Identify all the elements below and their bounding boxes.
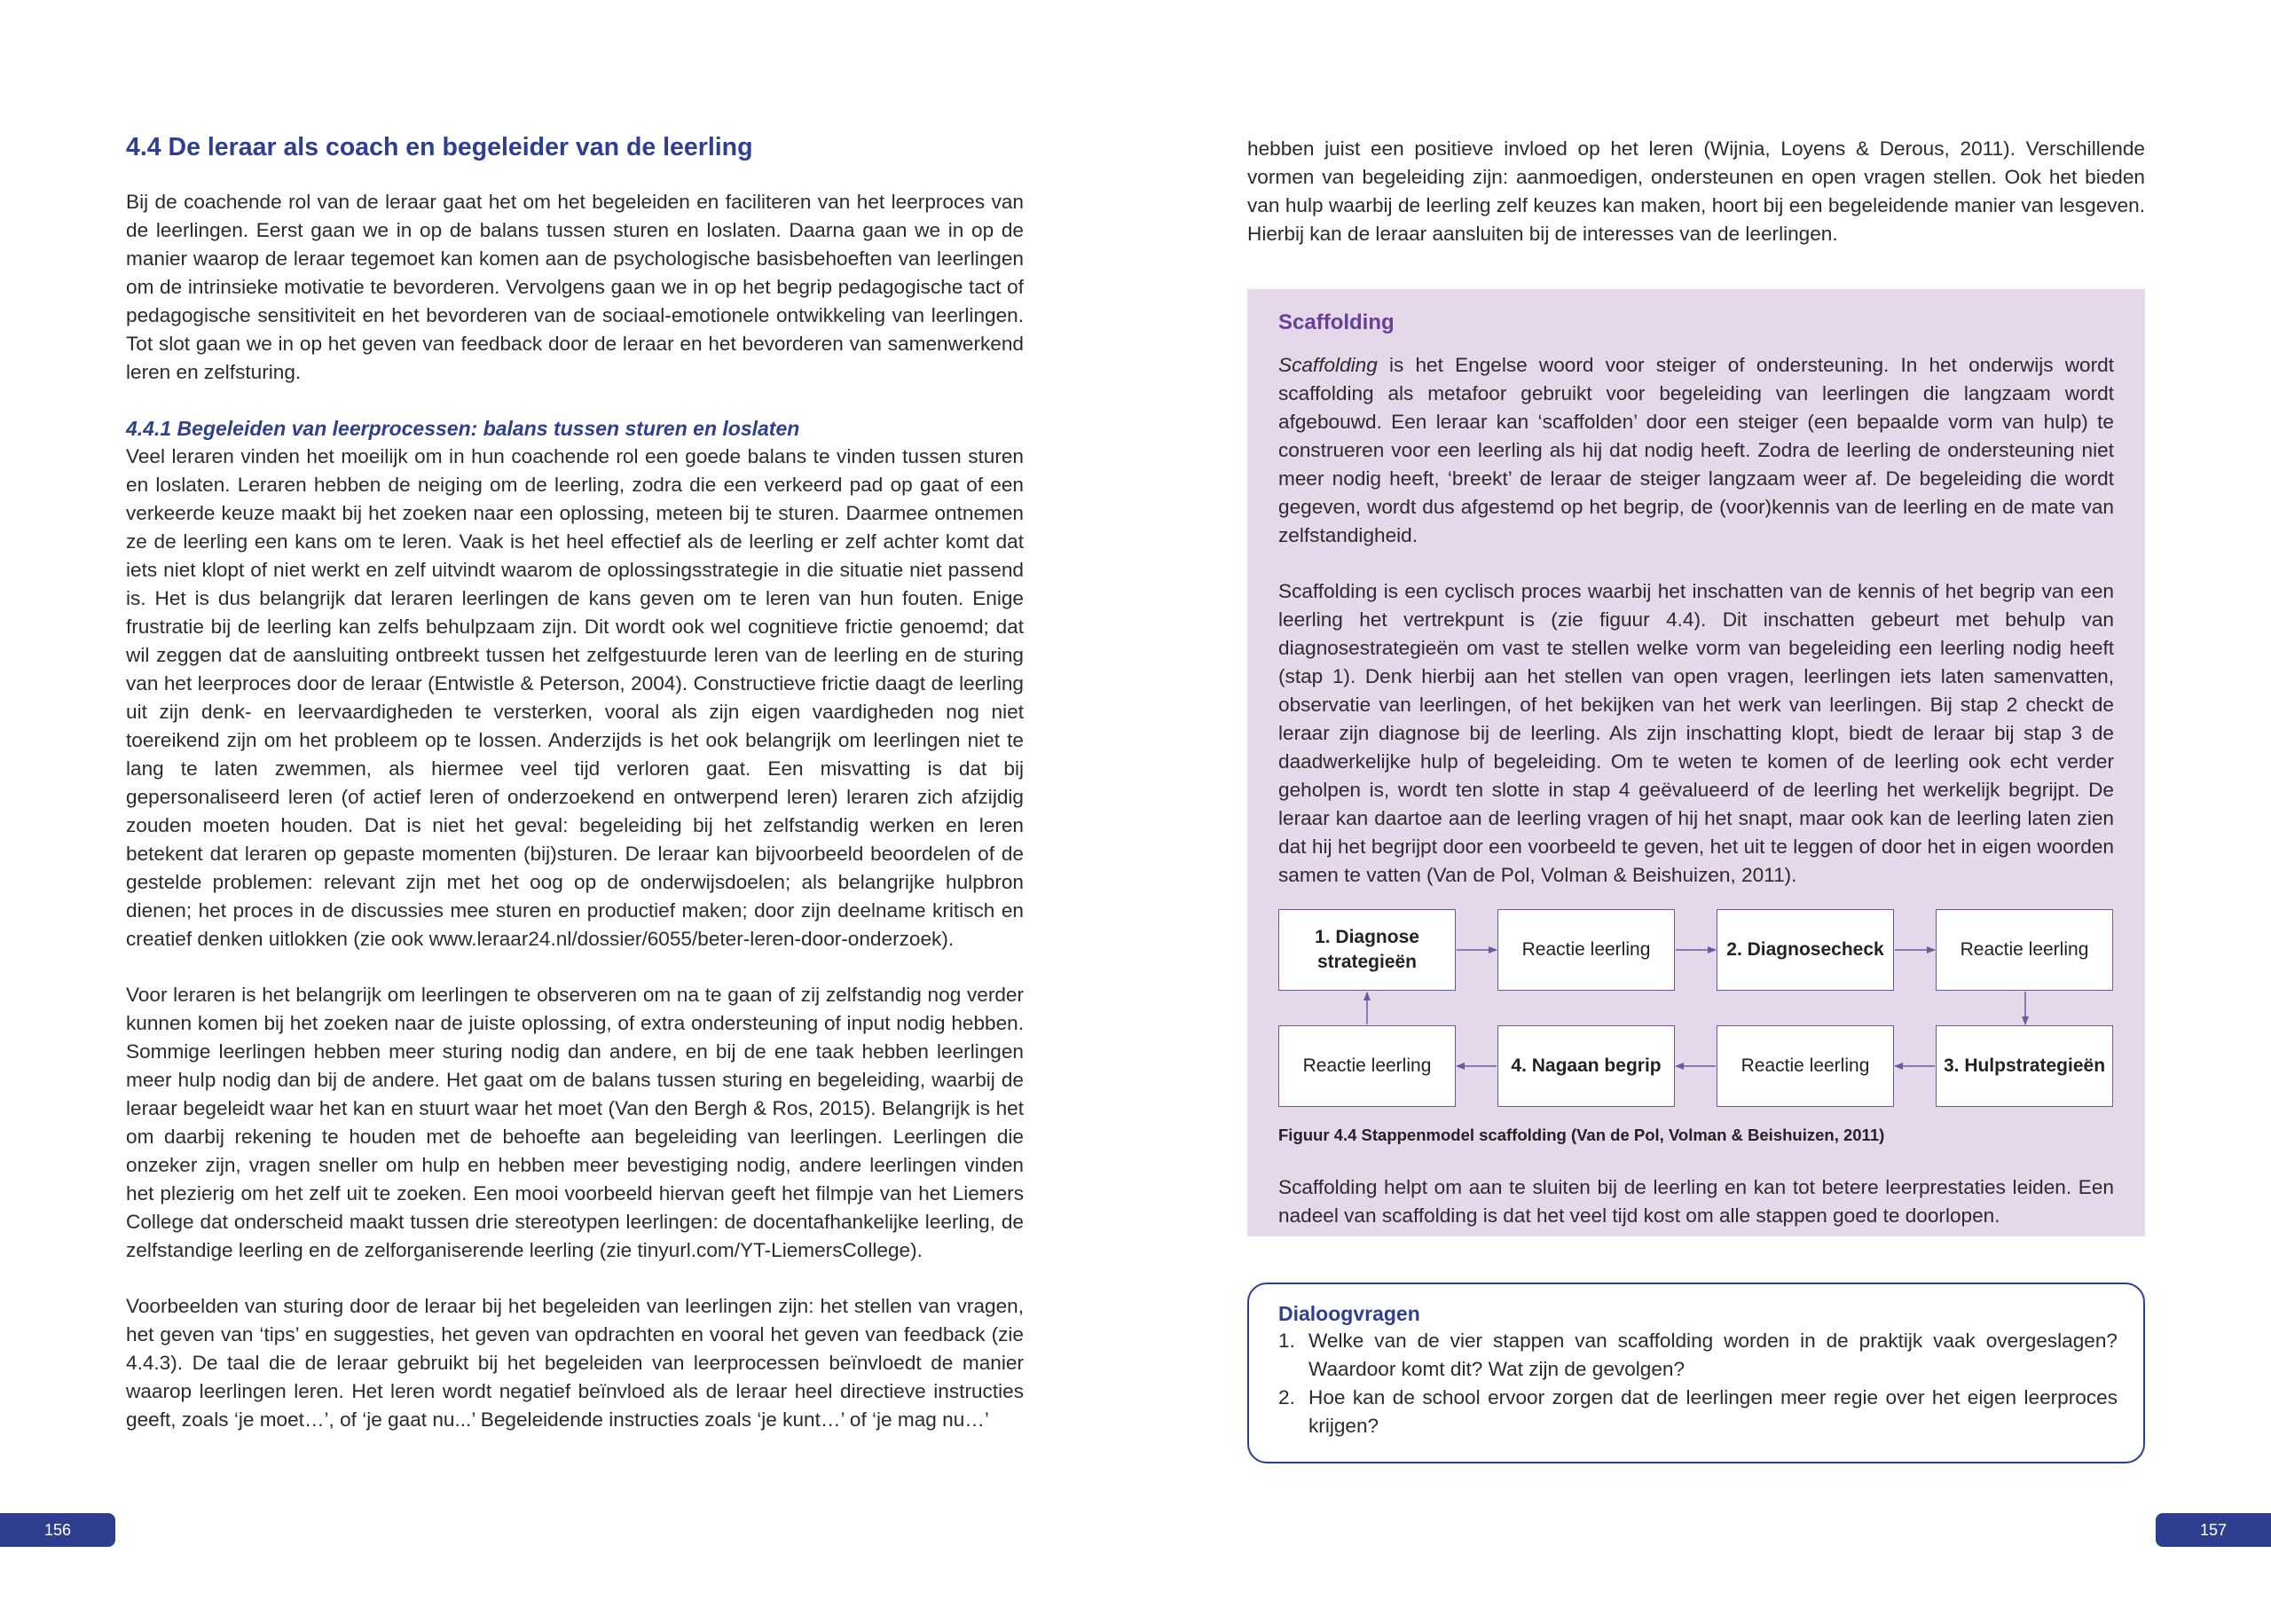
body-paragraph-3: Voorbeelden van sturing door de leraar bij het begeleiden van leerlingen zijn: het stellen van vragen, het geven van ‘tips’ en suggesties, het geven van opdrachten en vooral het geven van feedback (zie 4.4.3). De taal die de leraar gebruikt bij het begeleiden van leerprocessen beïnvloedt de manier waarop leerlingen leren. Het leren wordt negatief beïnvloed als de leraar heel directieve instructies geeft, zoals ‘je moet…’, of ‘je gaat nu...’ Begeleidende instructies zoals ‘je kunt…’ of ‘je mag nu…’ (126, 1295, 1024, 1431)
intro-paragraph: Bij de coachende rol van de leraar gaat het om het begeleiden en faciliteren van het leerproces van de leerlingen. Eerst gaan we in op de balans tussen sturen en loslaten. Daarna gaan we in op de manier waarop de leraar tegemoet kan komen aan de psychologische basisbehoeften van leerlingen om de intrinsieke motivatie te bevorderen. Vervolgens gaan we in op het begrip pedagogische tact of pedagogische sensitiviteit en het bevorderen van de sociaal-emotionele ontwikkeling van leerlingen. Tot slot gaan we in op het geven van feedback door de leraar en het bevorderen van samenwerkend leren en zelfsturing. (126, 191, 1024, 383)
question-text: Hoe kan de school ervoor zorgen dat de leerlingen meer regie over het eigen leerproces krijgen? (1308, 1386, 2118, 1437)
page-number-left: 156 (0, 1513, 115, 1547)
diagram-step-4: 4. Nagaan begrip (1497, 1025, 1675, 1107)
right-column (1247, 135, 2145, 248)
scaffolding-paragraph-1 (1278, 351, 2114, 550)
question-number: 1. (1278, 1330, 1295, 1352)
question-text: Welke van de vier stappen van scaffolding worden in de praktijk vaak overgeslagen? Waardoor komt dit? Wat zijn de gevolgen? (1308, 1330, 2118, 1380)
scaffolding-term: Scaffolding (1278, 354, 1378, 376)
left-column (126, 129, 1024, 1434)
scaffolding-box (1247, 289, 2145, 1236)
scaffolding-paragraph-1-rest: is het Engelse woord voor steiger of ondersteuning. In het onderwijs wordt scaffolding als metafoor gebruikt voor begeleiding van leerlingen die langzaam wordt afgebouwd. Een leraar kan ‘scaffolden’ door een steiger (een bepaalde vorm van hulp) te construeren voor een leerling als hij dat nodig heeft. Zodra de leerling de ondersteuning niet meer nodig heeft, ‘breekt’ de leraar de steiger langzaam weer af. De begeleiding die wordt gegeven, wordt dus afgestemd op het begrip, de (voor)kennis van de leerling en de mate van zelfstandigheid. (1278, 354, 2114, 546)
page-number-right: 157 (2156, 1513, 2271, 1547)
scaffolding-paragraph-2: Scaffolding is een cyclisch proces waarbij het inschatten van de kennis of het begrip van een leerling het vertrekpunt is (zie figuur 4.4). Dit inschatten gebeurt met behulp van diagnosestrategieën om vast te stellen welke vorm van begeleiding een leerling nodig heeft (stap 1). Denk hierbij aan het stellen van open vragen, leerlingen iets laten samenvatten, observatie van leerlingen, of het bekijken van het werk van leerlingen. Bij stap 2 checkt de leraar zijn diagnose bij de leerling. Als zijn inschatting klopt, biedt de leraar bij stap 3 de daadwerkelijke hulp of begeleiding. Om te weten te komen of de leerling ook echt verder geholpen is, wordt ten slotte in stap 4 geëvalueerd of de leerling het werkelijk begrijpt. De leraar kan daartoe aan de leerling vragen of hij het snapt, maar ook kan de leerling laten zien dat hij het begrijpt door een voorbeeld te geven, het uit te leggen of door het in eigen woorden samen te vatten (Van de Pol, Volman & Beishuizen, 2011). (1278, 580, 2114, 886)
diagram-step-2: 2. Diagnosecheck (1717, 909, 1894, 991)
scaffolding-title: Scaffolding (1278, 310, 1395, 334)
dialog-question (1278, 1327, 2118, 1384)
body-paragraph-2: Voor leraren is het belangrijk om leerlingen te observeren om na te gaan of zij zelfstandig nog verder kunnen komen bij het zoeken naar de juiste oplossing, of extra ondersteuning of input nodig hebben. Sommige leerlingen hebben meer sturing nodig dan andere, en bij de ene taak hebben leerlingen meer hulp nodig dan bij de andere. Het gaat om de balans tussen sturing en begeleiding, waarbij de leraar begeleidt waar het kan en stuurt waar het moet (Van den Bergh & Ros, 2015). Belangrijk is het om daarbij rekening te houden met de behoefte aan begeleiding van leerlingen. Leerlingen die onzeker zijn, vragen sneller om hulp en hebben meer bevestiging nodig, andere leerlingen vinden het plezierig om het zelf uit te zoeken. Een mooi voorbeeld hiervan geeft het filmpje van het Liemers College dat onderscheid maakt tussen drie stereotypen leerlingen: de docentafhankelijke leerling, de zelfstandige leerling en de zelforganiserende leerling (zie tinyurl.com/YT-LiemersCollege). (126, 984, 1024, 1261)
diagram-step-1: 1. Diagnose strategieën (1278, 909, 1456, 991)
scaffolding-diagram (1278, 909, 2114, 1113)
dialog-title: Dialoogvragen (1278, 1302, 1420, 1325)
right-page (1136, 0, 2271, 1624)
diagram-step-3: 3. Hulpstrategieën (1936, 1025, 2113, 1107)
scaffolding-paragraph-3: Scaffolding helpt om aan te sluiten bij de leerling en kan tot betere leerprestaties leiden. Een nadeel van scaffolding is dat het veel tijd kost om alle stappen goed te doorlopen. (1278, 1176, 2114, 1227)
diagram-reaction-3: Reactie leerling (1717, 1025, 1894, 1107)
diagram-reaction-2: Reactie leerling (1936, 909, 2113, 991)
subsection-title: 4.4.1 Begeleiden van leerprocessen: balans tussen sturen en loslaten (126, 417, 800, 440)
dialog-question (1278, 1384, 2118, 1440)
body-paragraph-1: Veel leraren vinden het moeilijk om in hun coachende rol een goede balans te vinden tussen sturen en loslaten. Leraren hebben de neiging om de leerling, zodra die een verkeerd pad op gaat of een verkeerde keuze maakt bij het zoeken naar een oplossing, meteen bij te sturen. Daarmee ontnemen ze de leerling een kans om te leren. Vaak is het heel effectief als de leerling er zelf achter komt dat iets niet klopt of niet werkt en zelf uitvindt waarom de oplossingsstrategie in die situatie niet passend is. Het is dus belangrijk dat leraren leerlingen de kans geven om te leren van hun fouten. Enige frustratie bij de leerling kan zelfs behulpzaam zijn. Dit wordt ook wel cognitieve frictie genoemd; dat wil zeggen dat de aansluiting ontbreekt tussen het zelfgestuurde leren van de leerling en de sturing van het leerproces door de leraar (Entwistle & Peterson, 2004). Constructieve frictie daagt de leerling uit zijn denk- en leervaardigheden te versterken, vooral als zijn eigen vaardigheden nog niet toereikend zijn om het probleem op te lossen. Anderzijds is het ook belangrijk om leerlingen niet te lang te laten zwemmen, als hiermee veel tijd verloren gaat. Een misvatting is dat bij gepersonaliseerd leren (of actief leren of onderzoekend en ontwerpend leren) leraren zich afzijdig zouden moeten houden. Dat is niet het geval: begeleiding bij het zelfstandig werken en leren betekent dat leraren op gepaste momenten (bij)sturen. De leraar kan bijvoorbeeld beoordelen of de gestelde problemen: relevant zijn met het oog op de onderwijsdoelen; als belangrijke hulpbron dienen; het proces in de discussies mee sturen en productief maken; door zijn deelname kritisch en creatief denken uitlokken (zie ook www.leraar24.nl/dossier/6055/beter-leren-door-onderzoek). (126, 445, 1024, 950)
section-title: 4.4 De leraar als coach en begeleider van de leerling (126, 133, 753, 161)
figure-caption: Figuur 4.4 Stappenmodel scaffolding (Van de Pol, Volman & Beishuizen, 2011) (1278, 1126, 1885, 1144)
diagram-reaction-4: Reactie leerling (1278, 1025, 1456, 1107)
question-number: 2. (1278, 1386, 1295, 1408)
right-paragraph-1: hebben juist een positieve invloed op het leren (Wijnia, Loyens & Derous, 2011). Verschillende vormen van begeleiding zijn: aanmoedigen, ondersteunen en open vragen stellen. Ook het bieden van hulp waarbij de leerling zelf keuzes kan maken, hoort bij een begeleidende manier van lesgeven. Hierbij kan de leraar aansluiten bij de interesses van de leerlingen. (1247, 137, 2145, 245)
diagram-reaction-1: Reactie leerling (1497, 909, 1675, 991)
dialog-questions-box (1247, 1283, 2145, 1463)
dialog-question-list (1278, 1327, 2118, 1440)
